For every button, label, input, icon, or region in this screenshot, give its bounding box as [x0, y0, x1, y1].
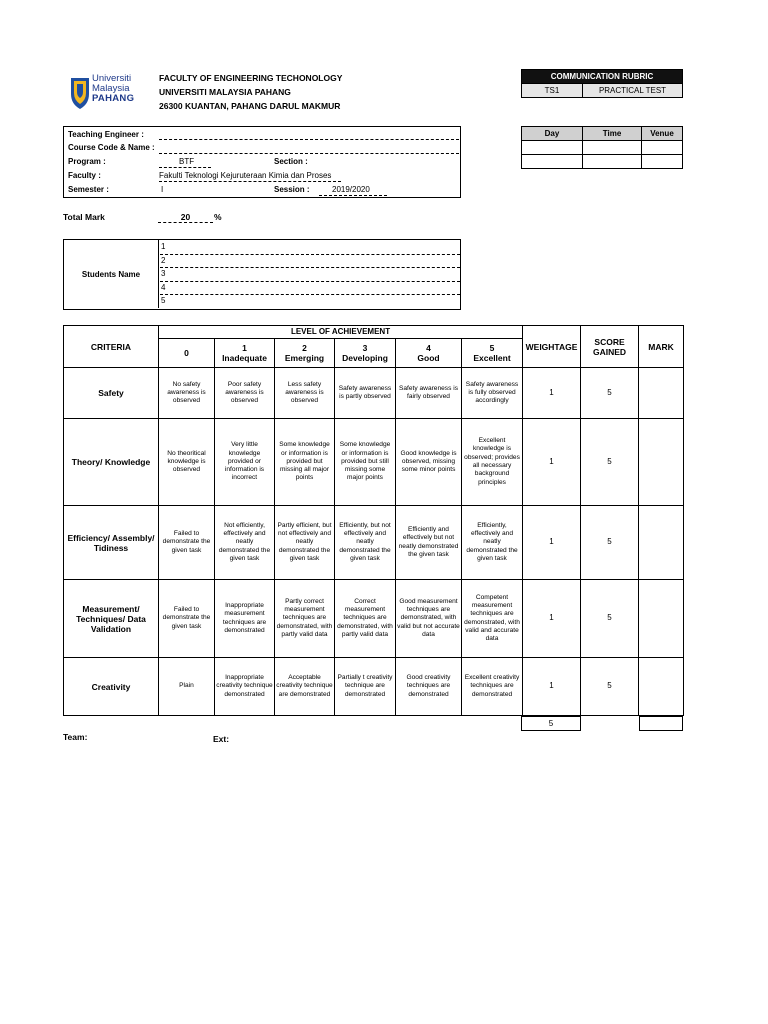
- logo-line-2: Malaysia: [92, 83, 130, 94]
- logo-line-3: PAHANG: [92, 93, 135, 104]
- time-header: Time: [583, 127, 642, 141]
- descriptor-cell: Efficiently, but not effectively and neatly demonstrated the given task: [335, 506, 396, 580]
- mark-cell[interactable]: [639, 368, 684, 419]
- total-mark-unit: %: [214, 212, 222, 222]
- descriptor-cell: Some knowledge or information is provided but missing all major points: [275, 419, 335, 506]
- descriptor-cell: Partly correct measurement techniques are demonstrated, with partly valid data: [275, 580, 335, 658]
- table-row: [64, 658, 684, 716]
- criterion-safety: Safety: [64, 368, 159, 419]
- level-header: LEVEL OF ACHIEVEMENT: [159, 326, 523, 339]
- table-row: [64, 506, 684, 580]
- level-name: Developing: [342, 353, 388, 363]
- session-field[interactable]: [319, 195, 387, 196]
- team-label: Team:: [63, 732, 88, 742]
- score-cell: 5: [581, 419, 639, 506]
- score-cell: 5: [581, 506, 639, 580]
- faculty-field[interactable]: [159, 181, 341, 182]
- total-mark-cell[interactable]: [640, 717, 683, 731]
- level-0-header: [159, 339, 215, 368]
- program-field[interactable]: [159, 167, 211, 168]
- venue-cell[interactable]: [642, 155, 683, 169]
- descriptor-cell: No safety awareness is observed: [159, 368, 215, 419]
- descriptor-cell: Less safety awareness is observed: [275, 368, 335, 419]
- descriptor-cell: Failed to demonstrate the given task: [159, 580, 215, 658]
- descriptor-cell: Excellent knowledge is observed; provides all necessary background principles: [462, 419, 523, 506]
- descriptor-cell: No theoritical knowledge is observed: [159, 419, 215, 506]
- criterion-theory: Theory/ Knowledge: [64, 419, 159, 506]
- mark-cell[interactable]: [639, 580, 684, 658]
- address-line-3: 26300 KUANTAN, PAHANG DARUL MAKMUR: [159, 101, 341, 111]
- course-info-box: [63, 126, 461, 198]
- descriptor-cell: Correct measurement techniques are demonstrated, with partly valid data: [335, 580, 396, 658]
- student-name-field[interactable]: 3: [160, 267, 460, 282]
- student-name-field[interactable]: 1: [160, 240, 460, 255]
- address-line-2: UNIVERSITI MALAYSIA PAHANG: [159, 87, 291, 97]
- student-name-field[interactable]: 2: [160, 254, 460, 269]
- course-label: Course Code & Name :: [68, 143, 155, 152]
- rubric-type: PRACTICAL TEST: [583, 84, 683, 98]
- descriptor-cell: Efficiently and effectively but not neatly demonstrated the given task: [396, 506, 462, 580]
- level-number: 1: [242, 343, 247, 353]
- faculty-value: Fakulti Teknologi Kejuruteraan Kimia dan Proses: [159, 171, 332, 180]
- criteria-header: CRITERIA: [64, 326, 159, 368]
- total-mark-value[interactable]: 20: [158, 212, 213, 223]
- semester-label: Semester :: [68, 185, 109, 194]
- total-score-blank: [581, 717, 640, 731]
- criterion-creativity: Creativity: [64, 658, 159, 716]
- descriptor-cell: Some knowledge or information is provided but still missing some major points: [335, 419, 396, 506]
- schedule-table: [521, 126, 683, 169]
- score-cell: 5: [581, 580, 639, 658]
- descriptor-cell: Inappropriate measurement techniques are demonstrated: [215, 580, 275, 658]
- ext-label: Ext:: [213, 734, 230, 744]
- descriptor-cell: Good creativity techniques are demonstrated: [396, 658, 462, 716]
- session-value: 2019/2020: [332, 185, 370, 194]
- totals-row: [521, 716, 683, 731]
- descriptor-cell: Acceptable creativity technique are demonstrated: [275, 658, 335, 716]
- address-line-1: FACULTY OF ENGINEERING TECHONOLOGY: [159, 73, 343, 83]
- descriptor-cell: Efficiently, effectively and neatly demonstrated the given task: [462, 506, 523, 580]
- program-label: Program :: [68, 157, 106, 166]
- faculty-address: [159, 71, 342, 113]
- level-number: 3: [362, 343, 368, 353]
- rubric-code: TS1: [522, 84, 583, 98]
- descriptor-cell: Very little knowledge provided or information is incorrect: [215, 419, 275, 506]
- level-5-header: [462, 339, 523, 368]
- mark-cell[interactable]: [639, 419, 684, 506]
- weightage-cell: 1: [523, 580, 581, 658]
- descriptor-cell: Inappropriate creativity technique demonstrated: [215, 658, 275, 716]
- level-1-header: [215, 339, 275, 368]
- mark-cell[interactable]: [639, 658, 684, 716]
- rubric-title-box: [521, 69, 683, 98]
- weightage-cell: 1: [523, 658, 581, 716]
- university-logo: [70, 74, 152, 112]
- descriptor-cell: Safety awareness is fully observed accordingly: [462, 368, 523, 419]
- day-cell[interactable]: [522, 155, 583, 169]
- logo-line-1: Universiti: [92, 73, 132, 84]
- level-2-header: [275, 339, 335, 368]
- descriptor-cell: Good knowledge is observed, missing some minor points: [396, 419, 462, 506]
- descriptor-cell: Safety awareness is partly observed: [335, 368, 396, 419]
- descriptor-cell: Not efficiently, effectively and neatly demonstrated the given task: [215, 506, 275, 580]
- rubric-table: [63, 325, 684, 716]
- time-cell[interactable]: [583, 141, 642, 155]
- level-name: Emerging: [284, 353, 325, 363]
- descriptor-cell: Excellent creativity techniques are demonstrated: [462, 658, 523, 716]
- descriptor-cell: Failed to demonstrate the given task: [159, 506, 215, 580]
- venue-header: Venue: [642, 127, 683, 141]
- day-cell[interactable]: [522, 141, 583, 155]
- student-name-field[interactable]: 4: [160, 281, 460, 296]
- rubric-title: COMMUNICATION RUBRIC: [522, 70, 683, 84]
- level-number: 0: [184, 348, 189, 358]
- level-3-header: [335, 339, 396, 368]
- criterion-efficiency: Efficiency/ Assembly/ Tidiness: [64, 506, 159, 580]
- score-cell: 5: [581, 658, 639, 716]
- student-name-field[interactable]: 5: [161, 296, 166, 305]
- weightage-header: WEIGHTAGE: [523, 326, 581, 368]
- descriptor-cell: Partly efficient, but not effectively and neatly demonstrated the given task: [275, 506, 335, 580]
- score-header: SCORE GAINED: [581, 326, 639, 368]
- descriptor-cell: Poor safety awareness is observed: [215, 368, 275, 419]
- program-value: BTF: [179, 157, 195, 166]
- level-4-header: [396, 339, 462, 368]
- level-name: Excellent: [473, 353, 511, 363]
- time-cell[interactable]: [583, 155, 642, 169]
- descriptor-cell: Safety awareness is fairly observed: [396, 368, 462, 419]
- total-mark-label: Total Mark: [63, 212, 105, 222]
- weightage-cell: 1: [523, 506, 581, 580]
- venue-cell[interactable]: [642, 141, 683, 155]
- weightage-cell: 1: [523, 368, 581, 419]
- teaching-engineer-label: Teaching Engineer :: [68, 130, 144, 139]
- criterion-measurement: Measurement/ Techniques/ Data Validation: [64, 580, 159, 658]
- session-label: Session :: [274, 185, 310, 194]
- level-number: 4: [426, 343, 431, 353]
- descriptor-cell: Partially t creativity technique are demonstrated: [335, 658, 396, 716]
- section-label: Section :: [274, 157, 308, 166]
- weightage-cell: 1: [523, 419, 581, 506]
- students-name-label: Students Name: [64, 240, 159, 308]
- level-number: 2: [302, 343, 307, 353]
- table-row: [64, 419, 684, 506]
- teaching-engineer-field[interactable]: [159, 139, 459, 140]
- table-row: [64, 580, 684, 658]
- descriptor-cell: Competent measurement techniques are demonstrated, with valid and accurate data: [462, 580, 523, 658]
- semester-value: I: [161, 185, 164, 194]
- faculty-label: Faculty :: [68, 171, 101, 180]
- day-header: Day: [522, 127, 583, 141]
- level-name: Inadequate: [222, 353, 267, 363]
- mark-header: MARK: [639, 326, 684, 368]
- students-box: [63, 239, 461, 310]
- level-number: 5: [489, 343, 495, 353]
- total-weightage: 5: [522, 717, 581, 731]
- mark-cell[interactable]: [639, 506, 684, 580]
- score-cell: 5: [581, 368, 639, 419]
- shield-icon: [70, 76, 90, 110]
- table-row: [64, 368, 684, 419]
- course-field[interactable]: [159, 153, 459, 154]
- level-name: Good: [417, 353, 440, 363]
- descriptor-cell: Good measurement techniques are demonstrated, with valid but not accurate data: [396, 580, 462, 658]
- descriptor-cell: Plain: [159, 658, 215, 716]
